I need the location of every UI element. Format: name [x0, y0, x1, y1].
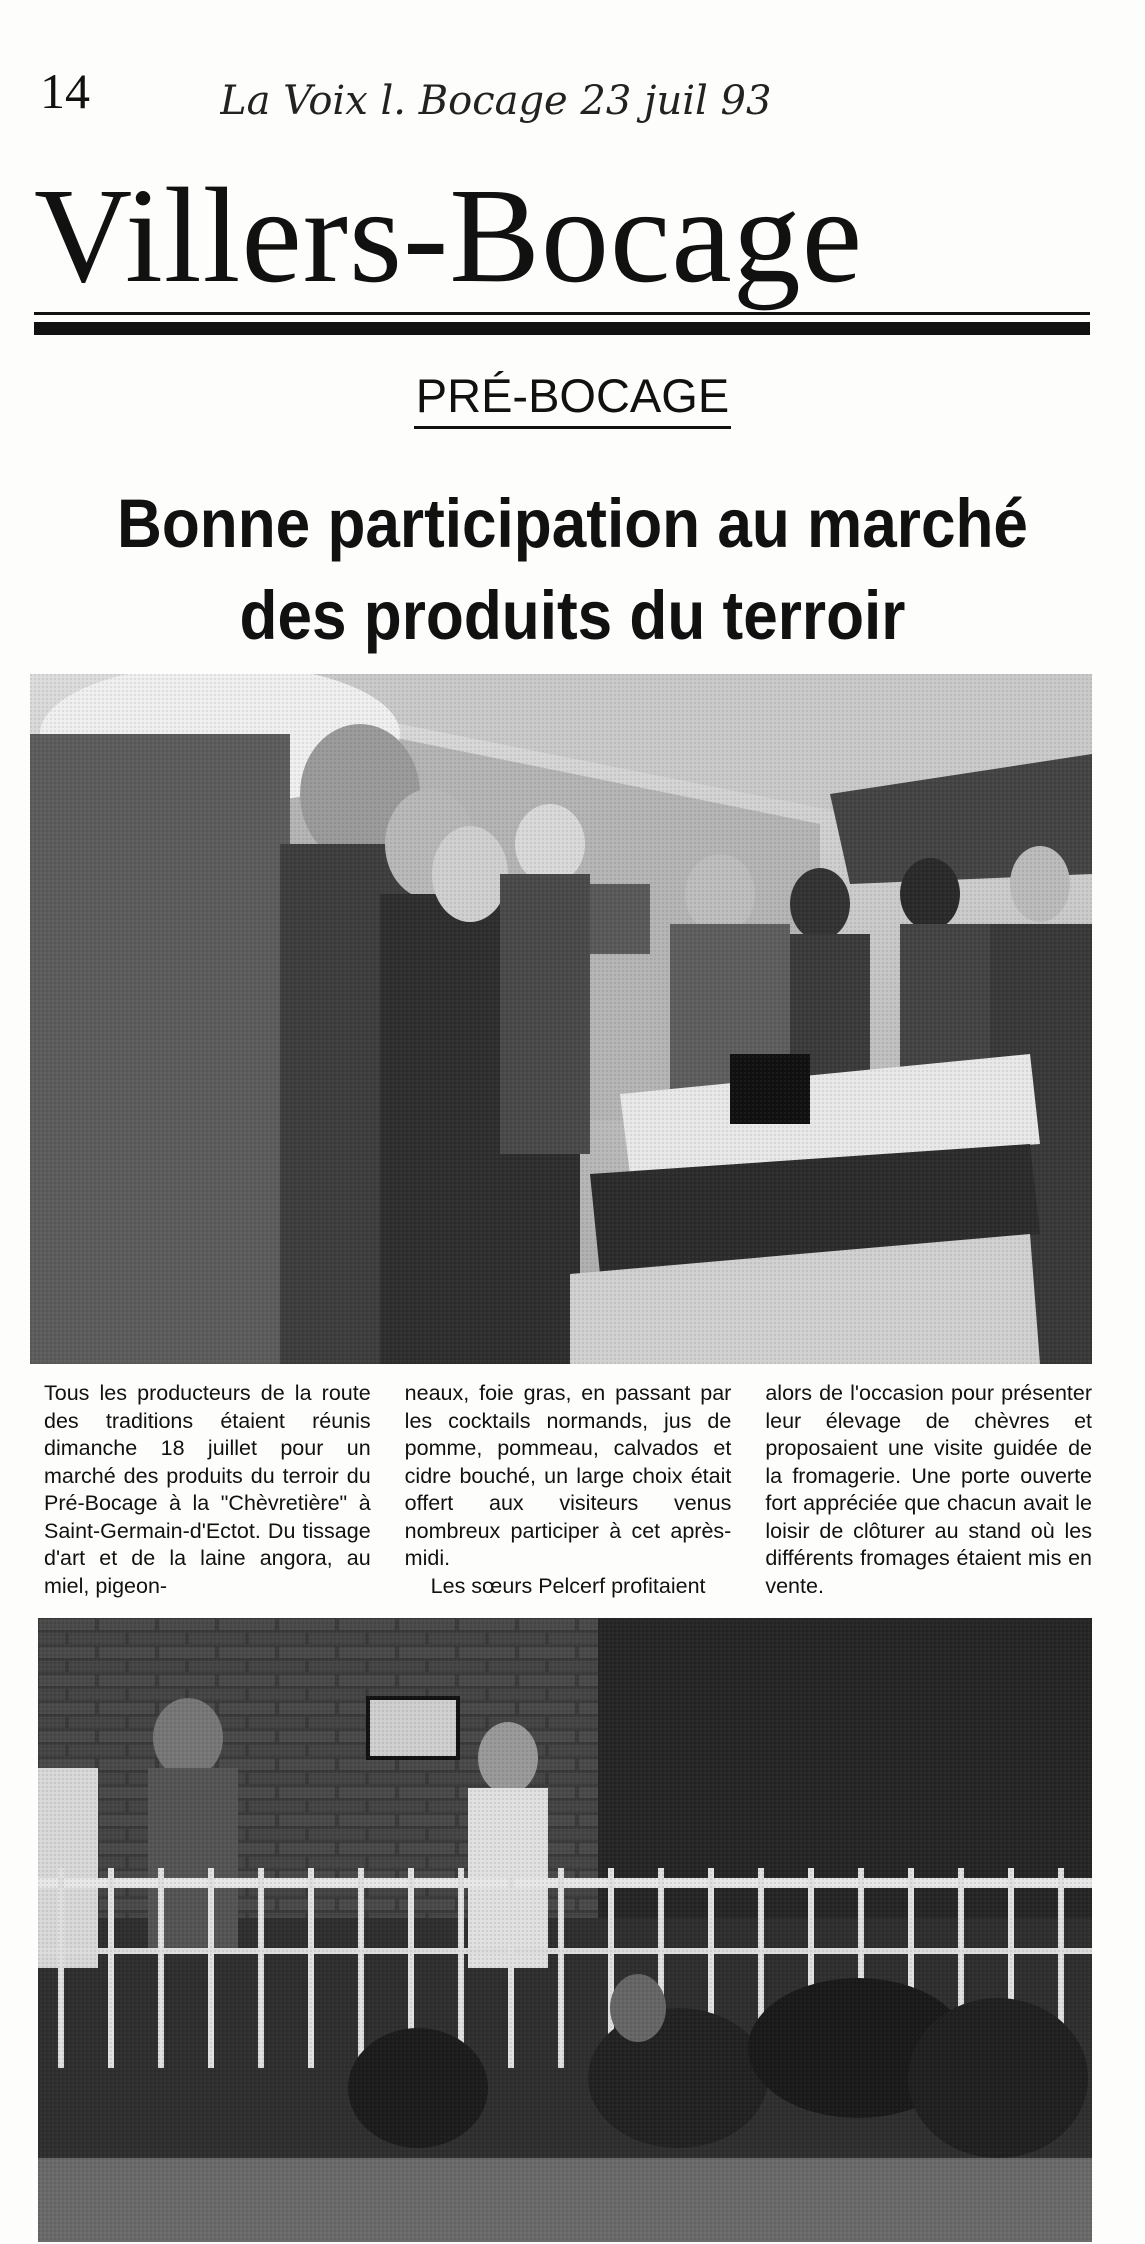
column-3-paragraph-1: alors de l'occasion pour présenter leur élevage de chèvres et proposaient une visite guidée de la fromagerie. Une porte ouverte fort appréciée que chacun avait le loisir de clôturer au stand où les différents fromages étaient mis en vente. [765, 1381, 1093, 1598]
article-headline: Bonne participation au marché des produits du terroir [117, 485, 1028, 654]
column-2-paragraph-2: Les sœurs Pelcerf profitaient [430, 1573, 706, 1598]
column-2-paragraph-1: neaux, foie gras, en passant par les cocktails normands, jus de pomme, pommeau, calvados et cidre bouché, un large choix était offert aux visiteurs venus nombreux participer à cet après-midi. [404, 1381, 732, 1570]
header-rule-thick [34, 322, 1090, 335]
article-body [44, 1380, 1092, 1600]
goats-photo [38, 1618, 1092, 2242]
article-column-3 [765, 1380, 1092, 1600]
article-kicker [0, 368, 1145, 424]
header-rule-thin [34, 312, 1090, 315]
page-number: 14 [40, 63, 90, 119]
market-photo [30, 674, 1092, 1364]
kicker-text: PRÉ-BOCAGE [414, 369, 731, 429]
article-column-1 [44, 1380, 371, 1600]
handwritten-note-text: La Voix l. Bocage 23 juil 93 [220, 78, 772, 124]
section-title: Villers-Bocage [34, 161, 864, 311]
column-1-paragraph-1: Tous les producteurs de la route des traditions étaient réunis dimanche 18 juillet pour un marché des produits du terroir du Pré-Bocage à la "Chèvretière" à Saint-Germain-d'Ectot. Du tissage d'art et de la laine angora, au miel, pigeon- [44, 1381, 371, 1598]
handwritten-note [220, 44, 780, 144]
article-column-2 [405, 1380, 732, 1600]
